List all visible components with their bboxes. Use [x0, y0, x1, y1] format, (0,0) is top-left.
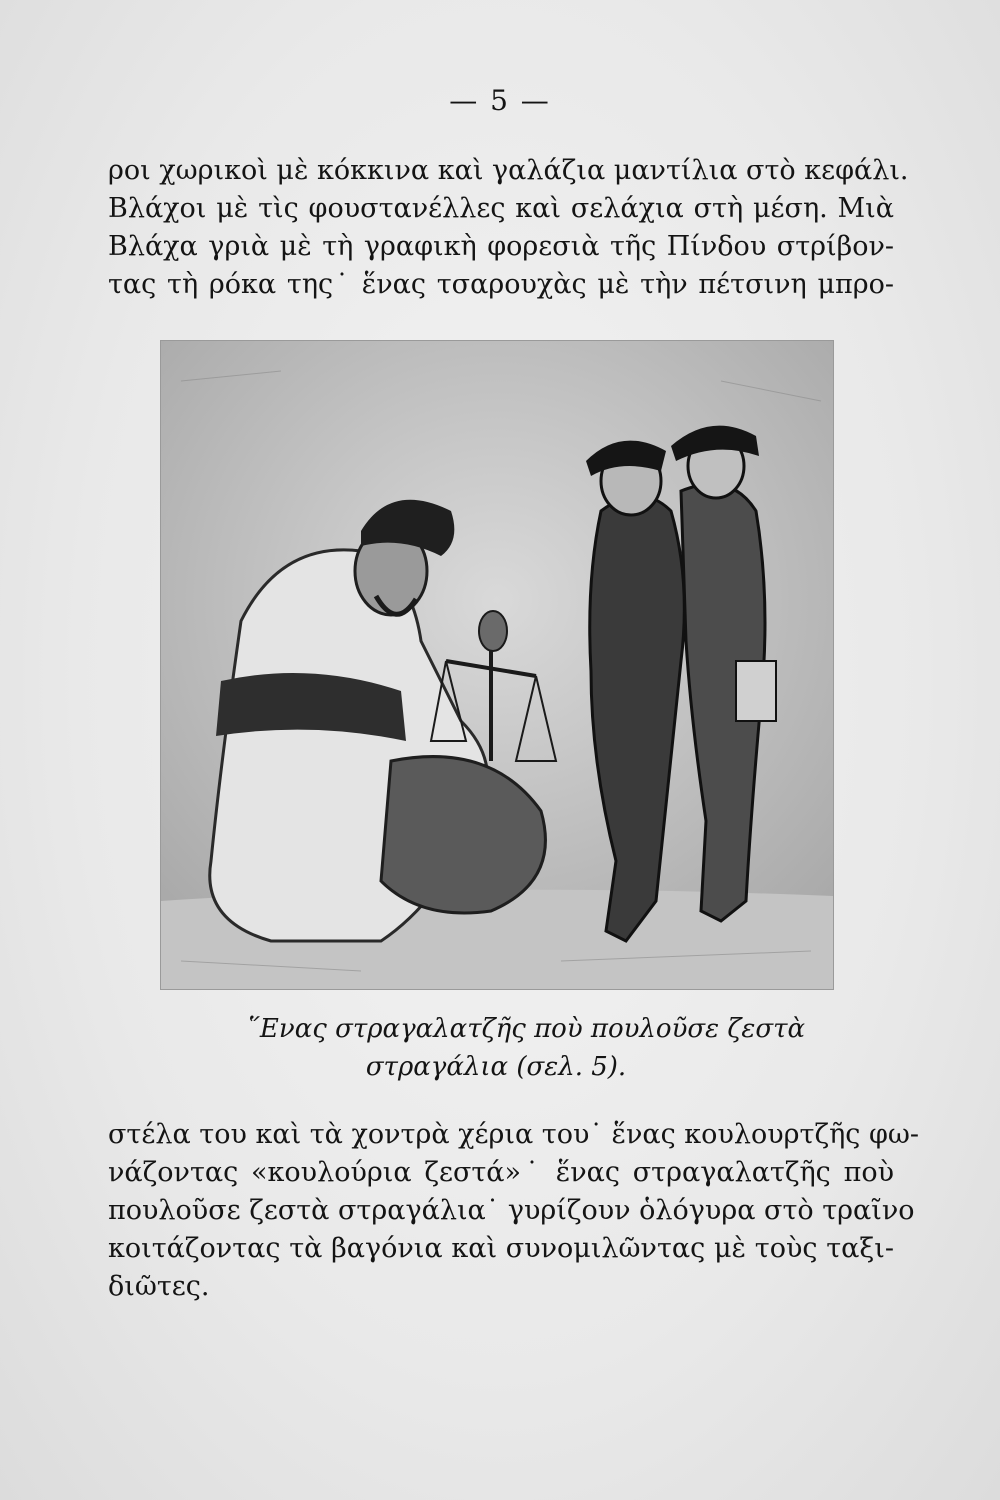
- page-number: — 5 —: [449, 84, 551, 117]
- figure-caption-line-1: ῞Ενας στραγαλατζῆς ποὺ πουλοῦσε ζεστὰ: [246, 1014, 806, 1044]
- illustration-chickpea-seller: [160, 340, 834, 990]
- paragraph-top: [108, 152, 909, 304]
- text-line: τας τὴ ρόκα της˙ ἕνας τσαρουχὰς μὲ τὴν πέτσινη μπρο-: [108, 269, 894, 300]
- text-line: πουλοῦσε ζεστὰ στραγάλια˙ γυρίζουν ὁλόγυρα στὸ τραῖνο: [108, 1195, 915, 1226]
- text-line: Βλάχα γριὰ μὲ τὴ γραφικὴ φορεσιὰ τῆς Πίνδου στρίβον-: [108, 231, 894, 262]
- text-line: ροι χωρικοὶ μὲ κόκκινα καὶ γαλάζια μαντίλια στὸ κεφάλι.: [108, 155, 909, 186]
- text-line: νάζοντας «κουλούρια ζεστά»˙ ἕνας στραγαλατζῆς ποὺ: [108, 1157, 894, 1188]
- figure-caption-line-2: στραγάλια (σελ. 5).: [365, 1052, 627, 1082]
- illustration-drawing: [161, 341, 833, 989]
- paragraph-bottom: [108, 1116, 920, 1306]
- text-line: κοιτάζοντας τὰ βαγόνια καὶ συνομιλῶντας μὲ τοὺς ταξι-: [108, 1233, 894, 1264]
- text-line: διῶτες.: [108, 1271, 210, 1302]
- text-line: Βλάχοι μὲ τὶς φουστανέλλες καὶ σελάχια στὴ μέση. Μιὰ: [108, 193, 894, 224]
- text-line: στέλα του καὶ τὰ χοντρὰ χέρια του˙ ἕνας κουλουρτζῆς φω-: [108, 1119, 920, 1150]
